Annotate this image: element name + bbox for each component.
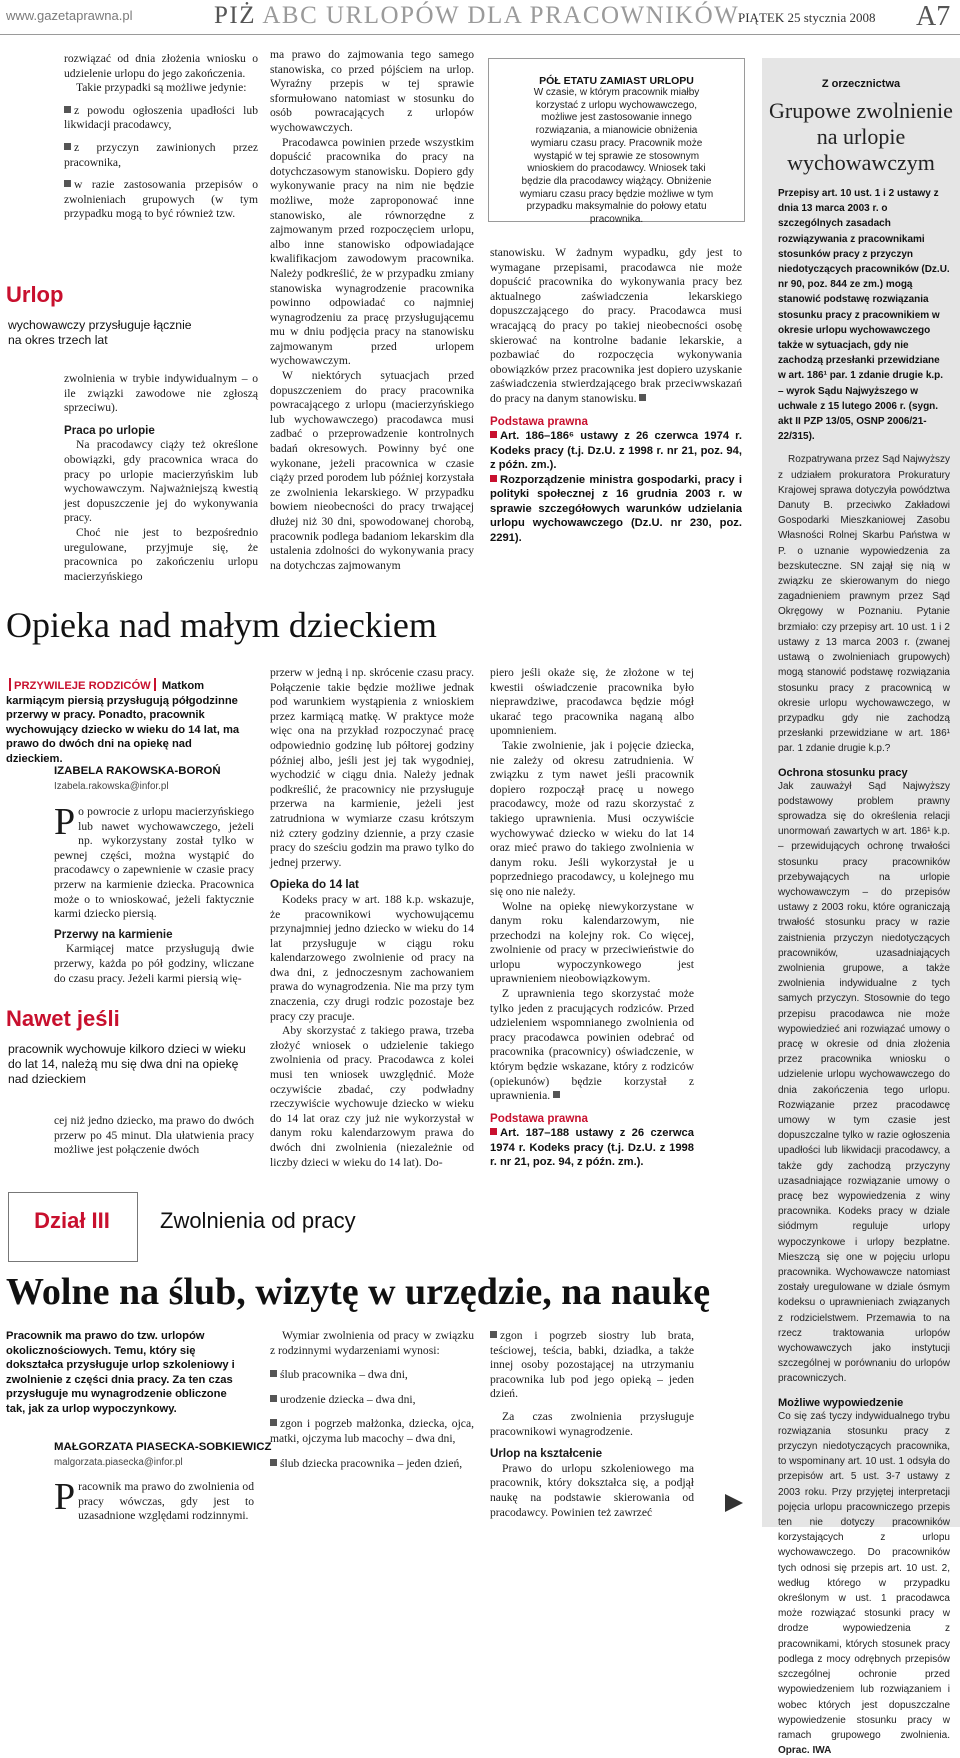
section-label: Dział III <box>34 1208 110 1233</box>
header-rule <box>0 34 960 35</box>
legal-basis-heading: Podstawa prawna <box>490 1111 588 1125</box>
paragraph: Po powrocie z urlopu macierzyńskiego lub nawet wychowawczego, jeżeli np. wykorzystany został tylko w pewnej części, można wystąpić do pracodawcy o zapewnienie w czasie pracy przerw na karmienie dziecka. Pracownica może o to wnioskować, jeżeli faktycznie karmi dziecko piersią. <box>54 801 254 921</box>
bullet-square-icon <box>270 1395 277 1402</box>
pull-quote-text: wychowawczy przysługuje łącznie na okres trzech lat <box>8 318 192 347</box>
bullet-square-icon <box>270 1459 277 1466</box>
article2-headline: Opieka nad małym dzieckiem <box>6 605 437 645</box>
article2-lead: PRZYWILEJE RODZICÓW Matkom karmiącym piersią przysługują półgodzinne przerwy w pracy. Ponadto, pracownik wychowujący dziecko w wieku do 14 lat, ma prawo do dwóch dni na opiekę nad dzieckiem. <box>6 680 240 765</box>
paragraph: Kodeks pracy w art. 188 k.p. wskazuje, że pracownikowi wychowującemu przynajmniej jedno dziecko w wieku do 14 lat przysługuje w ciągu roku kalendarzowego zwolnienie od pracy na dwa dni, z jednoczesnym zachowaniem prawa do wynagrodzenia. Nie ma przy tym znaczenia, czy drugi rodzic pozostaje bez pracy czy pracuje. <box>270 892 474 1023</box>
article3-lead: Pracownik ma prawo do tzw. urlopów okolicznościowych. Temu, który się dokształca przysługuje urlop szkoleniowy i zwolnienie z części dnia pracy. Za ten czas przysługuje mu wynagrodzenie obliczone tak, jak za urlop wypoczynkowy. <box>6 1330 235 1415</box>
paragraph: stanowisku. W żadnym wypadku, gdy jest to wymagane przepisami, pracodawca nie może dopuścić pracownika do wykonywania pracy bez aktualnego zaświadczenia lekarskiego dopuszczającego do pracy. Pracodawca musi wracającą do pracy po takiej nieobecności osobę skierować na kontrolne badanie lekarskie, a pozbawiać do rozpoczęcia wykonywania obowiązków przez pracownika jest dopiero uzyskanie zaświadczenia stwierdzającego brak przeciwwskazań do pracy na danym stanowisku. <box>490 246 742 405</box>
list-item: zgon i pogrzeb siostry lub brata, teściowej, teścia, babki, dziadka, a także innej osoby pozostającej na utrzymaniu pracownika lub pod jego opieką – jeden dzień. <box>490 1329 694 1401</box>
article2-col1 <box>54 801 254 986</box>
author-email[interactable]: Izabela.rakowska@infor.pl <box>54 781 169 792</box>
subheading: Opieka do 14 lat <box>270 878 359 892</box>
bullet-square-icon <box>270 1419 277 1426</box>
article1-col2 <box>270 48 474 573</box>
article2-col2 <box>270 666 474 1170</box>
site-url[interactable]: www.gazetaprawna.pl <box>6 8 133 23</box>
subheading: Praca po urlopie <box>64 423 155 437</box>
article3-col3 <box>490 1329 694 1520</box>
sidebar-paragraph: Rozpatrywana przez Sąd Najwyższy z udziałem prokuratora Prokuratury Krajowej sprawa dotyczyła powództwa Danuty B. przeciwko Zakładowi Gospodarki Mieszkaniowej Zasobu Własności Rolnej Skarbu Państwa w P. o uznanie wypowiedzenia za bezskuteczne. SN zajął się nią w związku ze skierowanym do niego zagadnieniem prawnym przez Sąd Okręgowy w Poznaniu. Pytanie brzmiało: czy przepisy art. 10 ust. 1 i 2 ustawy z 13 marca 2003 r. (zwanej ustawą o zwolnieniach grupowych) mogą stanowić podstawę rozwiązania stosunku pracy z pracownicą w okresie urlopu wychowawczego, w przypadku gdy nie zachodzą przesłanki przewidziane w art. 186¹ par. 1 zdanie drugie k.p.? <box>778 454 950 755</box>
paragraph: ma prawo do zajmowania tego samego stanowiska, co przed pójściem na urlop. Wyraźny przepis w tej sprawie sformułowano natomiast w stosunku do osób powracających z urlopów wychowawczych. <box>270 48 474 134</box>
list-item: zgon i pogrzeb małżonka, dziecka, ojca, matki, ojczyma lub macochy – dwa dni, <box>270 1417 474 1445</box>
paragraph: W niektórych sytuacjach przed dopuszczeniem do pracy pracownika powracającego z urlopu (macierzyńskiego lub wychowawczego) pracodawca musi zadbać o przeprowadzenie kontrolnych badań okresowych. Powinny być one wykonane, jeżeli pracownica w czasie ciąży przed porodem lub później korzystała ze zwolnienia lekarskiego. W przypadku bowiem nieobecności do pracy trwającej dłużej niż 30 dni, spowodowanej chorobą, pracownik podlega badaniom lekarskim dla ustalenia zdolności do wykonywania pracy na dotychczas zajmowanym <box>270 369 474 572</box>
bullet-item: z przyczyn zawinionych przez pracownika, <box>64 140 258 169</box>
list-item: ślub dziecka pracownika – jeden dzień, <box>270 1457 474 1472</box>
continue-arrow-icon <box>725 1494 743 1512</box>
sidebar-caption: Z orzecznictwa <box>821 78 901 90</box>
bullet-square-icon <box>490 1128 497 1135</box>
author-name: IZABELA RAKOWSKA-BOROŃ <box>54 765 221 777</box>
article2-col1-end <box>54 1114 254 1158</box>
paragraph: cej niż jedno dziecko, ma prawo do dwóch przerw po 45 minut. Dla ułatwienia pracy możliwe jest połączenie dwóch <box>54 1114 254 1157</box>
paragraph: Aby skorzystać z takiego prawa, trzeba złożyć wniosek o udzielenie takiego zwolnienia od pracy. Pracodawca z kolei musi ten wniosek uwzględnić. Może oczywiście zbadać, czy podwładny rzeczywiście wychowuje dziecko w wieku do 14 lat oraz czy już nie wykorzystał w danym roku kalendarzowym prawa do dwóch dni zwolnienia (niezależnie od liczby dzieci w wieku do 14 lat). Do- <box>270 1024 474 1169</box>
article3-headline: Wolne na ślub, wizytę w urzędzie, na naukę <box>6 1271 711 1313</box>
section-title: Zwolnienia od pracy <box>160 1208 356 1233</box>
article3-col2 <box>270 1329 474 1471</box>
paragraph: Pracodawca powinien przede wszystkim dopuścić pracownika do pracy na dotychczasowym stanowisku. Dopiero gdy wykonywanie pracy na nim nie będzie możliwe, może zaproponować inne stanowisko, ale równorzędne z zajmowanym przed rozpoczęciem urlopu, albo inne stanowisko odpowiadające kwalifikacjom zawodowym pracownika. Należy podkreślić, że w przypadku zmiany stanowiska wynagrodzenie pracownika powinno odpowiadać co najmniej wynagrodzeniu za pracę przysługującemu mu w dniu podjęcia pracy na stanowisku zajmowanym przed urlopem wychowawczym. <box>270 135 474 368</box>
legal-basis-heading: Podstawa prawna <box>490 414 588 428</box>
article3-col1 <box>54 1476 254 1524</box>
paragraph: Takie zwolnienie, jak i pojęcie dziecka, nie zależy od okresu zatrudnienia. W związku z tym nawet jeśli pracownik dopiero rozpoczął pracę u nowego pracodawcy, może od razu skorzystać z takiego uprawnienia. Musi oczywiście wychowywać dziecko w wieku do lat 14 oraz mieć prawo do takiego zwolnienia w danym roku. Jeśli wykorzystał je u poprzedniego pracodawcy, u kolejnego mu się ono nie należy. <box>490 738 694 898</box>
end-mark-icon <box>553 1091 560 1098</box>
article2-col3 <box>490 666 694 1170</box>
page-number: A7 <box>916 1 951 32</box>
legal-basis-item: Art. 186–186⁶ ustawy z 26 czerwca 1974 r. Kodeks pracy (t.j. Dz.U. z 1998 r. nr 21, poz. 94, z późn. zm.). <box>490 430 742 472</box>
paragraph: Karmiącej matce przysługują dwie przerwy, każda po pół godziny, wliczane do czasu pracy. Jeżeli karmi piersią wię- <box>54 942 254 985</box>
author-email[interactable]: malgorzata.piasecka@infor.pl <box>54 1457 183 1468</box>
bullet-square-icon <box>64 143 71 150</box>
legal-basis-item: Art. 187–188 ustawy z 26 czerwca 1974 r. Kodeks pracy (t.j. Dz.U. z 1998 r. nr 21, poz. 94, z późn. zm.). <box>490 1127 694 1169</box>
paragraph: rozwiązać od dnia złożenia wniosku o udzielenie urlopu do jego zakończenia. <box>64 52 258 80</box>
paragraph: piero jeśli okaże się, że złożone w tej kwestii oświadczenie pracownika było nieprawdziwe, pracodawca będzie mógł ukarać tego pracownika naganą albo upomnieniem. <box>490 666 694 738</box>
list-item: urodzenie dziecka – dwa dni, <box>270 1393 474 1408</box>
case-law-sidebar <box>762 58 960 1757</box>
bullet-square-icon <box>490 1331 497 1338</box>
bullet-square-icon <box>64 180 71 187</box>
info-box-title: PÓŁ ETATU ZAMIAST URLOPU <box>539 75 694 87</box>
sidebar-paragraph: Co się zaś tyczy indywidualnego trybu rozwiązania stosunku pracy z przyczyn niedotyczących pracownika, to wspominany art. 10 ust. 1 odsyła do przepisów art. 5 ust. 3-7 ustawy z 2003 roku. Przy przyjętej interpretacji pojęcia urlopu pracowniczego przepis ten nie dotyczy pracowników korzystających z urlopu wychowawczego. Do pracowników tych odnosi się przepis art. 10 ust. 2, według którego w przypadku określonym w ust. 1 pracodawca może rozwiązać stosunki pracy w drodze wypowiedzenia z pracownikami, których stosunek pracy podlega z mocy odrębnych przepisów szczególnej ochronie przed wypowiedzeniem lub rozwiązaniem i wobec których jest dopuszczalne wypowiedzenie stosunku pracy w ramach grupowego zwolnienia. Oprac. IWA <box>778 1410 950 1757</box>
paragraph: Z uprawnienia tego skorzystać może tylko jeden z pracujących rodziców. Przed udzieleniem wspomnianego zwolnienia od pracy pracodawca powinien odebrać od pracownika (pracownicy) oświadczenie, w którym będzie wskazane, który z rodziców (opiekunów) będzie korzystał z uprawnienia. <box>490 987 694 1103</box>
legal-basis-item: Rozporządzenie ministra gospodarki, pracy i polityki społecznej z 16 grudnia 2003 r. w sprawie szczegółowych warunków udzielania urlopu wychowawczego (Dz.U. nr 230, poz. 2291). <box>490 473 742 544</box>
sidebar-title: Grupowe zwolnienie na urlopie wychowawczym <box>769 98 953 175</box>
info-box <box>488 58 745 226</box>
bullet-square-icon <box>490 431 497 438</box>
sidebar-signature: Oprac. IWA <box>778 1745 832 1757</box>
section-header-prefix: PIŻ <box>214 2 256 29</box>
paragraph: Wymiar zwolnienia od pracy w związku z rodzinnymi wydarzeniami wynosi: <box>270 1329 474 1357</box>
paragraph: Za czas zwolnienia przysługuje pracownikowi wynagrodzenie. <box>490 1409 694 1438</box>
subheading: Urlop na kształcenie <box>490 1447 603 1461</box>
sidebar-subheading: Możliwe wypowiedzenie <box>778 1396 904 1409</box>
paragraph: Na pracodawcy ciąży też określone obowiązki, gdy pracownica wraca do pracy po urlopie macierzyńskim lub wychowawczym. Najważniejszą kwestią jest dopuszczenie jej do wykonywania pracy. <box>64 438 258 525</box>
paragraph: Pracownik ma prawo do zwolnienia od pracy wówczas, gdy jest to uzasadnione względami rodzinnymi. <box>54 1476 254 1523</box>
section-header <box>214 2 739 30</box>
paragraph: przerw w jedną i np. skrócenie czasu pracy. Połączenie takie będzie możliwe jednak pod warunkiem wystąpienia z wnioskiem przez karmiącą matkę. W praktyce może więc ona na przykład rozpoczynać pracę odpowiednio godzinę lub półtorej godziny później albo, jeśli jest jej tak wygodniej, wychodzić w ciągu dnia. Należy jednak podkreślić, że pracownicy nie przysługuje przerwa na karmienie, jeżeli jest zatrudniona w wymiarze czasu krótszym niż cztery godziny dziennie, a przy czasie pracy do sześciu godzin ma prawo tylko do jednej przerwy. <box>270 666 474 869</box>
author-name: MAŁGORZATA PIASECKA-SOBKIEWICZ <box>54 1441 272 1453</box>
subheading: Przerwy na karmienie <box>54 927 173 941</box>
paragraph: Prawo do urlopu szkoleniowego ma pracownik, który dokształca się, a podjął naukę na podstawie skierowania od pracodawcy. Powinien też zawrzeć <box>490 1461 694 1519</box>
info-box-text: W czasie, w którym pracownik miałby korzystać z urlopu wychowawczego, możliwe jest zastosowanie innego rozwiązania, a mianowicie obniżenia wymiaru czasu pracy. Pracownik może wystąpić w tej sprawie ze stosownym wnioskiem do pracodawcy. Wniosek taki będzie dla pracodawcy wiążący. Obniżenie wymiaru czasu pracy będzie możliwe w tym przypadku maksymalnie do połowy etatu pracownika. <box>519 87 714 226</box>
lead-tag: PRZYWILEJE RODZICÓW <box>6 680 159 692</box>
bullet-item: w razie zastosowania przepisów o zwolnieniach grupowych (w tym przypadku mogą to być również tzw. <box>64 178 258 221</box>
sidebar-subheading: Ochrona stosunku pracy <box>778 766 908 779</box>
bullet-square-icon <box>270 1370 277 1377</box>
article1-col1-top <box>64 52 258 222</box>
list-item: ślub pracownika – dwa dni, <box>270 1368 474 1383</box>
section-header-title: ABC URLOPÓW DLA PRACOWNIKÓW <box>262 2 740 29</box>
paragraph: zwolnienia w trybie indywidualnym – o ile związki zawodowe nie zgłoszą sprzeciwu). <box>64 372 258 415</box>
bullet-item: z powodu ogłoszenia upadłości lub likwidacji pracodawcy, <box>64 103 258 132</box>
sidebar-paragraph: Jak zauważył Sąd Najwyższy podstawowy problem prawny sprowadza się do określenia relacji unormowań zawartych w art. 186¹ k.p. – przewidujących ochronę trwałości stosunku pracy pracowników przebywających na urlopie wychowawczym – do przepisów ustawy z 2003 roku, które ograniczają trwałość stosunku pracy w razie zaistnienia przyczyn niedotyczących pracowników, uzasadniających zwolnienia grupowe, a także zwolnienia indywidualne z tych samych przyczyn. Stosownie do tego przepisu pracodawca nie może wypowiedzieć ani rozwiązać umowy o pracę w okresie od dnia złożenia przez pracownika wniosku o udzielenie urlopu wychowawczego do dnia zakończenia tego urlopu. Rozwiązanie przez pracodawcę umowy w tym czasie jest dopuszczalne tylko w razie ogłoszenia upadłości lub likwidacji pracodawcy, a także gdy zachodzą przyczyny uzasadniające rozwiązanie umowy o pracę bez wypowiedzenia z winy pracownika. Kodeks pracy w dziale siódmym reguluje urlopy wypoczynkowe i urlopy bezpłatne. Mieszczą się one w pojęciu urlopu pracownika. Wychowawcze natomiast zostały uregulowane w dziale ósmym kodeksu o uprawnieniach związanych z rodzicielstwem. Przemawia to na rzecz traktowania urlopów wychowawczych jako instytucji szczególnej w porównaniu do urlopów pracowniczych. <box>778 780 950 1385</box>
bullet-square-icon <box>64 106 71 113</box>
article1-col3 <box>490 246 742 545</box>
drop-cap: P <box>54 1476 76 1518</box>
paragraph: Wolne na opiekę niewykorzystane w danym roku kalendarzowym, nie przechodzi na kolejny rok. Co więcej, zwolnienie od pracy w przeciwieństwie do urlopu wypoczynkowego jest uprawnieniem nieobowiązkowym. <box>490 899 694 986</box>
drop-cap: P <box>54 801 76 843</box>
paragraph: Choć nie jest to bezpośrednio uregulowane, przyjmuje się, że pracownica po zakończeniu urlopu macierzyńskiego <box>64 525 258 583</box>
end-mark-icon <box>639 394 646 401</box>
pull-quote-tag: Nawet jeśli <box>6 1006 120 1031</box>
issue-date: PIĄTEK 25 stycznia 2008 <box>738 10 876 25</box>
article1-col1-bottom <box>64 372 258 584</box>
sidebar-ruling: Przepisy art. 10 ust. 1 i 2 ustawy z dnia 13 marca 2003 r. o szczególnych zasadach rozwiązywania z pracownikami stosunków pracy z przyczyn niedotyczących pracowników (Dz.U. nr 90, poz. 844 ze zm.) mogą stanowić podstawę rozwiązania stosunku pracy z pracownikiem w okresie urlopu wychowawczego także w sytuacjach, gdy nie zachodzą przesłanki przewidziane w art. 186¹ par. 1 zdanie drugie k.p. – wyrok Sądu Najwyższego w uchwale z 15 lutego 2006 r. (sygn. akt II PZP 13/05, OSNP 2006/21-22/315). <box>778 188 950 443</box>
paragraph: Takie przypadki są możliwe jedynie: <box>76 81 247 95</box>
pull-quote-tag: Urlop <box>6 282 64 307</box>
pull-quote-text: pracownik wychowuje kilkoro dzieci w wieku do lat 14, należą mu się dwa dni na opiekę nad dzieckiem <box>8 1042 246 1086</box>
bullet-square-icon <box>490 475 497 482</box>
